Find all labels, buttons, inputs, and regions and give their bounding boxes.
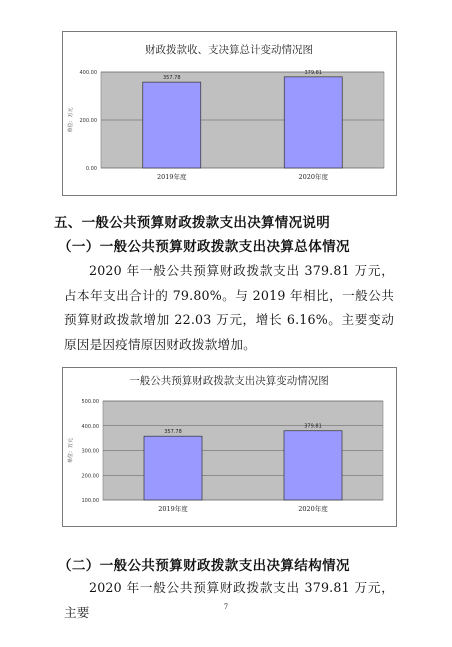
x-tick-label: 2020年度 <box>298 505 328 513</box>
y-tick-label: 400.00 <box>81 423 99 430</box>
general-budget-expenditure-chart <box>62 367 397 527</box>
funding-change-chart <box>62 31 397 196</box>
page-number: 7 <box>223 603 229 611</box>
bar-value-label: 357.78 <box>164 429 182 436</box>
y-tick-label: 400.00 <box>79 70 97 76</box>
bar <box>284 431 342 500</box>
y-axis-label: 单位：万元 <box>68 437 74 464</box>
subsection-heading-structure: （二）一般公共预算财政拨款支出决算结构情况 <box>58 558 350 574</box>
y-tick-label: 200.00 <box>81 473 99 480</box>
section-heading: 五、一般公共预算财政拨款支出决算情况说明 <box>54 215 330 231</box>
y-axis-label: 单位：万元 <box>68 107 74 133</box>
y-tick-label: 500.00 <box>81 399 99 405</box>
subsection-heading-overall: （一）一般公共预算财政拨款支出决算总体情况 <box>58 239 350 255</box>
bar-value-label: 379.81 <box>304 69 322 76</box>
bar <box>143 82 201 168</box>
bar <box>144 436 202 500</box>
chart-title: 一般公共预算财政拨款支出决算变动情况图 <box>129 375 329 387</box>
x-tick-label: 2020年度 <box>298 173 329 181</box>
general-budget-expenditure-chart-svg <box>63 368 396 526</box>
x-tick-label: 2019年度 <box>158 505 188 513</box>
y-tick-label: 200.00 <box>79 118 97 124</box>
paragraph-overall: 2020 年一般公共预算财政拨款支出 379.81 万元，占本年支出合计的 79.80%。与 2019 年相比，一般公共预算财政拨款增加 22.03 万元，增长 6.16%。主要变动原因是因疫情原因财政拨款增加。 <box>64 263 394 352</box>
paragraph-structure: 2020 年一般公共预算财政拨款支出 379.81 万元，主要 <box>64 580 394 620</box>
bar-value-label: 379.81 <box>304 423 322 430</box>
y-tick-label: 0.00 <box>85 166 97 172</box>
funding-change-chart-svg <box>63 32 396 195</box>
y-tick-label: 100.00 <box>81 498 99 504</box>
y-tick-label: 300.00 <box>81 448 99 455</box>
chart-title: 财政拨款收、支决算总计变动情况图 <box>145 44 313 56</box>
bar-value-label: 357.78 <box>163 75 181 82</box>
bar <box>284 77 342 168</box>
x-tick-label: 2019年度 <box>156 173 187 181</box>
